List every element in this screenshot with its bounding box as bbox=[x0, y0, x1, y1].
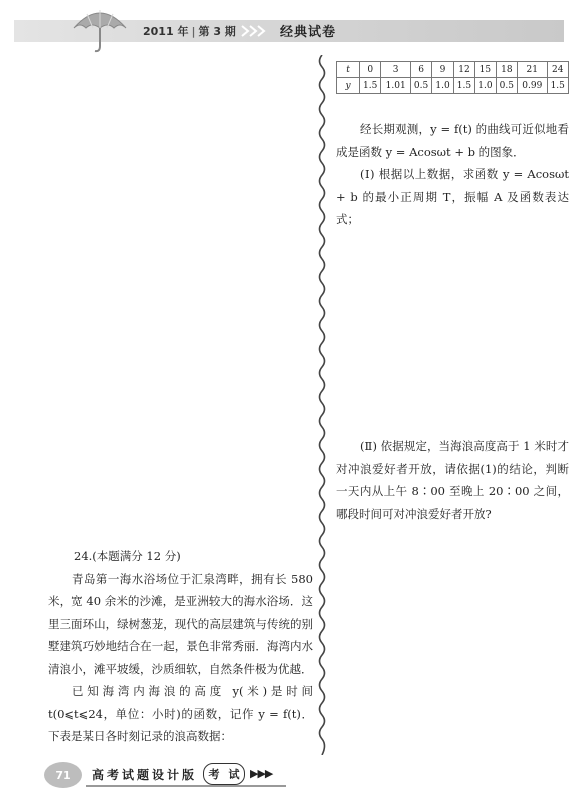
table-cell: 0 bbox=[360, 62, 381, 78]
badge-char: 试 bbox=[228, 768, 240, 781]
left-column bbox=[48, 545, 313, 748]
arrow-right-icon: ▶▶▶ bbox=[250, 767, 273, 780]
footer-title: 高考试题设计版 bbox=[92, 768, 198, 782]
page-footer bbox=[40, 760, 300, 790]
paragraph-function: 已知海湾内海浪的高度 y(米)是时间 t(0⩽t⩽24，单位：小时)的函数，记作 y = f(t)．下表是某日各时刻记录的浪高数据： bbox=[48, 684, 313, 743]
table-cell: 21 bbox=[518, 62, 547, 78]
table-cell: 6 bbox=[410, 62, 431, 78]
question-part-2: (Ⅱ) 依据规定，当海浪高度高于 1 米时才对冲浪爱好者开放，请依据(1)的结论，判断一天内从上午 8∶00 至晚上 20∶00 之间，哪段时间可对冲浪爱好者开放? bbox=[336, 439, 569, 521]
right-column bbox=[336, 118, 569, 231]
table-cell: 18 bbox=[496, 62, 517, 78]
badge-char: 考 bbox=[208, 768, 220, 781]
table-cell: 9 bbox=[432, 62, 453, 78]
issue-separator: | bbox=[191, 25, 196, 38]
table-cell: 0.5 bbox=[496, 78, 517, 94]
page-number: 71 bbox=[44, 762, 82, 788]
issue-number: 第 3 期 bbox=[198, 25, 236, 38]
question-part-1: (Ⅰ) 根据以上数据，求函数 y = Acosωt + b 的最小正周期 T，振幅 A 及函数表达式； bbox=[336, 167, 569, 226]
question-part-2-block bbox=[336, 435, 569, 525]
paragraph-observation: 经长期观测，y = f(t) 的曲线可近似地看成是函数 y = Acosωt + b 的图象． bbox=[336, 122, 569, 159]
paragraph-intro: 青岛第一海水浴场位于汇泉湾畔，拥有长 580 米，宽 40 余米的沙滩，是亚洲较大的海水浴场．这里三面环山，绿树葱茏，现代的高层建筑与传统的别墅建筑巧妙地结合在一起，景色非常秀丽．海湾内水清浪小，滩平坡缓，沙质细软，自然条件极为优越． bbox=[48, 571, 313, 676]
question-title: 24.(本题满分 12 分) bbox=[74, 549, 181, 563]
issue-info bbox=[143, 23, 236, 39]
table-cell: 0.5 bbox=[410, 78, 431, 94]
table-cell: 3 bbox=[381, 62, 410, 78]
table-cell: y bbox=[337, 78, 360, 94]
table-cell: 0.99 bbox=[518, 78, 547, 94]
issue-year: 2011 年 bbox=[143, 25, 189, 38]
table-cell: 1.5 bbox=[547, 78, 569, 94]
table-cell: 1.01 bbox=[381, 78, 410, 94]
table-cell: 15 bbox=[475, 62, 496, 78]
footer-badge bbox=[203, 763, 245, 785]
table-cell: 1.5 bbox=[360, 78, 381, 94]
table-row-t bbox=[337, 62, 569, 78]
table-cell: 1.0 bbox=[432, 78, 453, 94]
chevron-right-icon bbox=[240, 24, 270, 38]
table-cell: t bbox=[337, 62, 360, 78]
table-cell: 12 bbox=[453, 62, 474, 78]
umbrella-icon bbox=[70, 4, 130, 54]
footer-rule bbox=[86, 785, 286, 787]
wave-height-table bbox=[336, 61, 569, 94]
column-name: 经典试卷 bbox=[280, 25, 337, 40]
table-cell: 1.5 bbox=[453, 78, 474, 94]
table-cell: 1.0 bbox=[475, 78, 496, 94]
table-row-y bbox=[337, 78, 569, 94]
table-cell: 24 bbox=[547, 62, 569, 78]
decorative-divider bbox=[316, 55, 328, 755]
